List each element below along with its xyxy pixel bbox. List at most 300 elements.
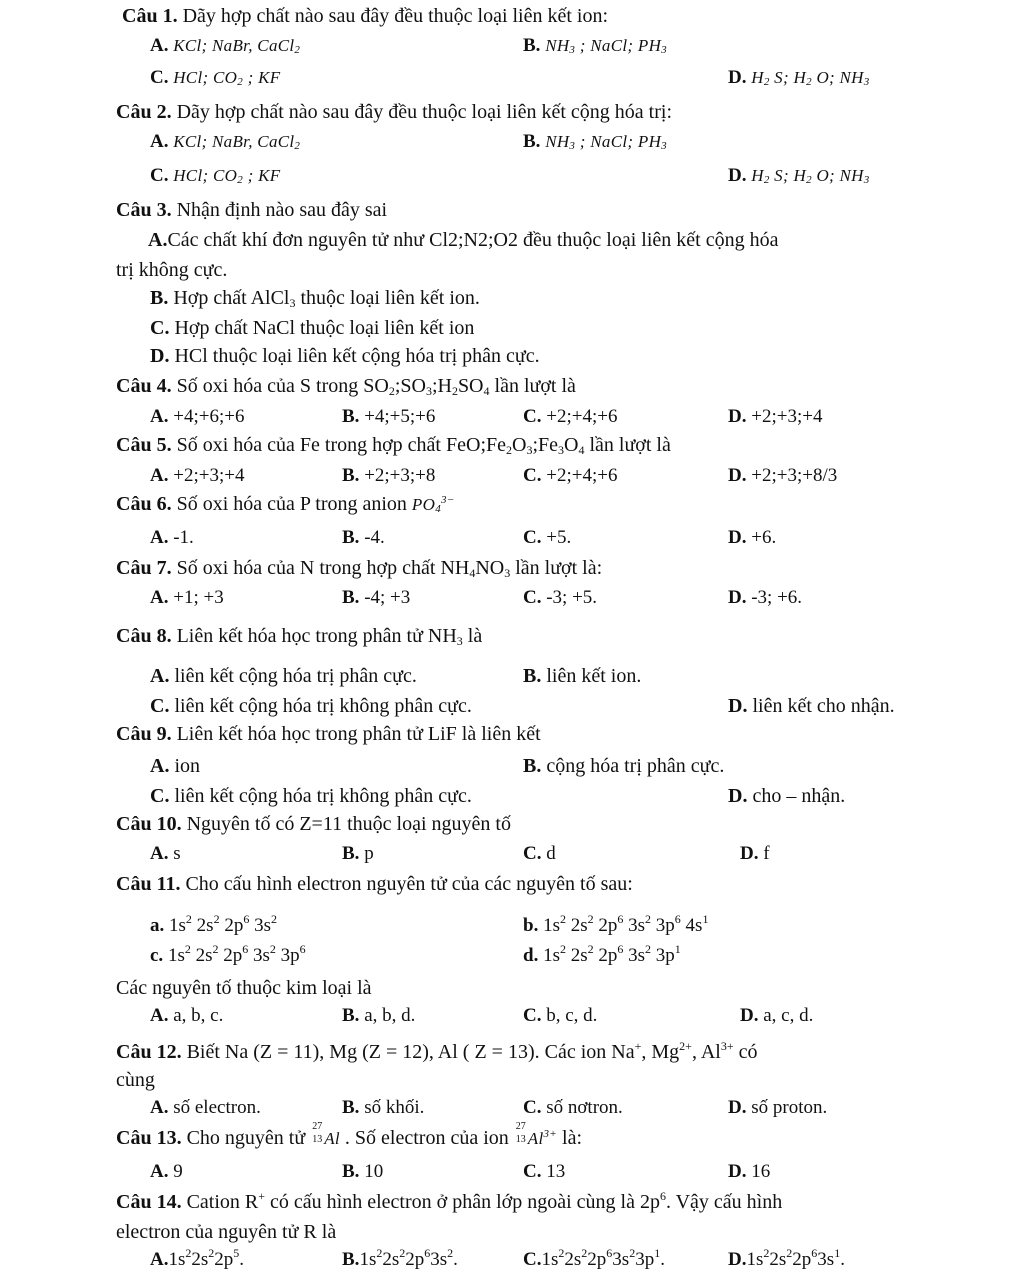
- option-3a-continued: trị không cực.: [116, 259, 228, 281]
- orbital: 1s: [359, 1249, 377, 1270]
- subscript: 3: [504, 566, 511, 580]
- orbital: 3p: [651, 945, 675, 966]
- option-14a[interactable]: [150, 1248, 244, 1272]
- question-text: Cho nguyên tử: [186, 1127, 311, 1149]
- mass-number: 27: [515, 1121, 526, 1132]
- option-key: C.: [150, 165, 169, 186]
- option-14d[interactable]: [728, 1248, 845, 1272]
- question-text: Nhận định nào sau đây sai: [176, 199, 388, 221]
- question-7: [116, 556, 602, 580]
- electron-count: 6: [243, 912, 250, 926]
- orbital: 2p: [405, 1249, 425, 1270]
- option-13a[interactable]: [150, 1160, 183, 1184]
- option-key: A.: [150, 406, 169, 427]
- electron-count: 2: [399, 1246, 406, 1260]
- option-key: A.: [150, 843, 169, 864]
- orbital: 3p: [635, 1249, 655, 1270]
- option-text: số nơtron.: [546, 1097, 623, 1118]
- option-text: liên kết cho nhận.: [752, 695, 895, 717]
- formula-part: FeO;Fe: [446, 434, 506, 456]
- subscript: 2: [763, 76, 770, 88]
- option-key: B.: [523, 755, 542, 777]
- orbital: .: [453, 1249, 458, 1270]
- orbital: 3s: [249, 915, 271, 936]
- option-text: liên kết cộng hóa trị không phân cực.: [174, 785, 472, 807]
- orbital: 3p: [651, 915, 675, 936]
- subscript: 3: [569, 44, 576, 56]
- option-text: +2;+3;+4: [173, 465, 245, 486]
- option-key: D.: [728, 587, 747, 608]
- config-key: b.: [523, 915, 539, 936]
- option-key: C.: [523, 1097, 542, 1118]
- option-formula: $H_2$ S; $H_2$ O; $NH_3$: [751, 166, 870, 186]
- question-text: Dãy hợp chất nào sau đây đều thuộc loại liên kết cộng hóa trị:: [176, 101, 673, 123]
- question-11: [116, 872, 633, 896]
- formula-part: O: [512, 434, 527, 456]
- option-7d[interactable]: [728, 586, 802, 610]
- option-6a[interactable]: [150, 526, 194, 550]
- subscript: 2: [806, 76, 812, 88]
- question-8: [116, 624, 482, 648]
- subscript: 2: [388, 384, 395, 398]
- subscript: 3: [425, 384, 432, 398]
- option-10d[interactable]: [740, 842, 770, 866]
- orbital: 2s: [565, 945, 588, 966]
- formula-part: O: [564, 434, 579, 456]
- question-label: Câu 1.: [122, 5, 178, 27]
- electron-count: 2: [376, 1246, 383, 1260]
- orbital: 1s: [543, 945, 560, 966]
- electron-count: 6: [424, 1246, 431, 1260]
- option-text: số khối.: [364, 1097, 425, 1118]
- option-1c[interactable]: [150, 66, 280, 90]
- option-text: b, c, d.: [546, 1005, 598, 1026]
- option-2c[interactable]: [150, 164, 280, 188]
- electron-count: 2: [629, 1246, 636, 1260]
- option-key: C.: [523, 527, 542, 548]
- option-text: ion: [174, 755, 201, 777]
- option-10c[interactable]: [523, 842, 556, 866]
- option-key: A.: [150, 465, 169, 486]
- orbital: 2s: [382, 1249, 400, 1270]
- option-9c[interactable]: [150, 784, 472, 808]
- option-key: D.: [728, 785, 748, 807]
- option-key: C.: [523, 843, 542, 864]
- orbital: 2p: [214, 1249, 234, 1270]
- question-13: [116, 1121, 583, 1151]
- subscript: 4: [435, 503, 441, 515]
- option-formula: [173, 132, 300, 151]
- option-formula: $NH_3$ ; NaCl; $PH_3$: [545, 36, 667, 56]
- option-4a[interactable]: [150, 405, 244, 429]
- option-3d[interactable]: [150, 344, 540, 368]
- formula-part: ;Fe: [532, 434, 559, 456]
- electron-count: 2: [786, 1246, 793, 1260]
- option-text: liên kết cộng hóa trị phân cực.: [174, 665, 417, 687]
- question-14-continued: electron của nguyên tử R là: [116, 1221, 337, 1243]
- electron-count: 6: [811, 1246, 818, 1260]
- option-key: B.: [342, 465, 360, 486]
- electron-count: 1: [654, 1246, 661, 1260]
- question-label: Câu 5.: [116, 434, 172, 456]
- orbital: 1s: [543, 915, 560, 936]
- orbital: 2p: [593, 945, 618, 966]
- option-8c[interactable]: [150, 694, 472, 718]
- question-text: lần lượt là: [584, 434, 671, 456]
- option-5d[interactable]: [728, 464, 837, 488]
- option-7b[interactable]: [342, 586, 410, 610]
- question-text: Dãy hợp chất nào sau đây đều thuộc loại liên kết ion:: [182, 5, 609, 27]
- option-key: C.: [150, 317, 170, 339]
- option-2b[interactable]: [523, 130, 667, 154]
- electron-count: 6: [617, 942, 624, 956]
- option-formula: HCl; $CO_2$ ; KF: [173, 68, 281, 88]
- option-key: D.: [728, 406, 747, 427]
- option-13d[interactable]: [728, 1160, 770, 1184]
- question-label: Câu 11.: [116, 873, 181, 895]
- option-6b[interactable]: [342, 526, 385, 550]
- subscript: 3: [456, 634, 463, 648]
- config-d: [523, 944, 681, 968]
- option-key: B.: [150, 287, 169, 309]
- electron-count: 2: [645, 942, 652, 956]
- subscript: 3: [526, 443, 533, 457]
- formula-text: KCl; NaBr, CaCl: [173, 36, 295, 55]
- option-12c[interactable]: [523, 1096, 623, 1120]
- question-12: [116, 1040, 758, 1064]
- option-11c[interactable]: [523, 1004, 597, 1028]
- option-key: A.: [150, 1161, 169, 1182]
- option-text: -3; +6.: [751, 587, 803, 608]
- option-key: C.: [523, 1161, 542, 1182]
- option-7c[interactable]: [523, 586, 597, 610]
- option-key: A.: [150, 1097, 169, 1118]
- anion-formula: [412, 495, 455, 514]
- option-key: C.: [523, 1249, 542, 1270]
- orbital: 1s: [169, 915, 186, 936]
- question-1: [122, 4, 608, 28]
- subscript: 4: [469, 566, 476, 580]
- option-key: B.: [342, 1249, 360, 1270]
- electron-count: 2: [559, 942, 566, 956]
- orbital: 2s: [190, 945, 213, 966]
- option-key: D.: [728, 695, 748, 717]
- option-text: thuộc loại liên kết ion.: [295, 287, 480, 309]
- formula-part: NO: [475, 557, 505, 579]
- electron-count: 2: [587, 942, 594, 956]
- option-key: B.: [523, 131, 541, 152]
- option-key: D.: [728, 527, 747, 548]
- option-5c[interactable]: [523, 464, 617, 488]
- question-label: Câu 7.: [116, 557, 172, 579]
- formula-text: KCl; NaBr, CaCl: [173, 132, 295, 151]
- option-11a[interactable]: [150, 1004, 223, 1028]
- config-key: d.: [523, 945, 539, 966]
- atomic-number: 13: [515, 1134, 526, 1145]
- option-key: A.: [150, 665, 170, 687]
- option-key: D.: [150, 345, 170, 367]
- formula-part: NH: [427, 625, 457, 647]
- question-label: Câu 14.: [116, 1191, 182, 1213]
- config-key: c.: [150, 945, 164, 966]
- superscript: 3+: [720, 1039, 734, 1053]
- orbital: 2s: [769, 1249, 787, 1270]
- option-10b[interactable]: [342, 842, 374, 866]
- option-formula: $H_2$ S; $H_2$ O; $NH_3$: [751, 68, 870, 88]
- orbital: 3s: [623, 945, 646, 966]
- option-key: A.: [150, 1005, 169, 1026]
- option-key: B.: [342, 843, 360, 864]
- option-5a[interactable]: [150, 464, 244, 488]
- option-13b[interactable]: [342, 1160, 383, 1184]
- option-3b[interactable]: [150, 286, 480, 310]
- electron-count: 2: [558, 1246, 565, 1260]
- element-symbol: Al: [324, 1129, 340, 1148]
- option-9b[interactable]: [523, 754, 724, 778]
- isotope-notation: [310, 1121, 324, 1146]
- electron-count: 2: [559, 912, 566, 926]
- option-13c[interactable]: [523, 1160, 565, 1184]
- orbital: .: [239, 1249, 245, 1270]
- electron-count: 1: [702, 912, 709, 926]
- question-text: Liên kết hóa học trong phân tử: [176, 625, 428, 647]
- orbital: 2s: [565, 915, 588, 936]
- option-key: A.: [150, 527, 169, 548]
- option-key: B.: [342, 527, 360, 548]
- option-9a[interactable]: [150, 754, 200, 778]
- electron-count: 6: [617, 912, 624, 926]
- option-key: D.: [728, 1249, 747, 1270]
- question-14: [116, 1190, 782, 1214]
- option-text: cho – nhận.: [752, 785, 846, 807]
- superscript: 3−: [441, 494, 455, 506]
- option-11b[interactable]: [342, 1004, 415, 1028]
- option-key: D.: [740, 843, 759, 864]
- option-8b[interactable]: [523, 664, 641, 688]
- question-text: . Vậy cấu hình: [665, 1191, 783, 1213]
- question-text: Số oxi hóa của P trong anion: [176, 493, 412, 515]
- electron-count: 6: [606, 1246, 613, 1260]
- isotope-notation: [514, 1121, 528, 1146]
- electron-count: 6: [242, 942, 249, 956]
- formula-part: SO: [363, 375, 389, 397]
- option-text: Hợp chất NaCl thuộc loại liên kết ion: [174, 317, 475, 339]
- orbital: 3s: [612, 1249, 630, 1270]
- option-7a[interactable]: [150, 586, 224, 610]
- question-text: là: [462, 625, 483, 647]
- option-key: D.: [728, 165, 747, 186]
- option-text: +5.: [546, 527, 572, 548]
- subscript: 3: [289, 296, 296, 310]
- orbital: 2p: [218, 945, 243, 966]
- question-4: [116, 374, 576, 398]
- question-10: [116, 812, 511, 836]
- option-formula: HCl; $CO_2$ ; KF: [173, 166, 281, 186]
- question-text: Liên kết hóa học trong phân tử LiF là liên kết: [176, 723, 541, 745]
- element-symbol: Al: [527, 1129, 544, 1148]
- ion-text: , Mg: [641, 1041, 680, 1063]
- option-key: B.: [523, 665, 542, 687]
- orbital: 2p: [792, 1249, 812, 1270]
- option-key: B.: [523, 35, 541, 56]
- question-11-subtext: Các nguyên tố thuộc kim loại là: [116, 977, 372, 999]
- orbital: 3s: [623, 915, 646, 936]
- electron-count: 1: [834, 1246, 841, 1260]
- question-text: lần lượt là: [489, 375, 576, 397]
- option-14b[interactable]: [342, 1248, 458, 1272]
- option-text: 9: [173, 1161, 183, 1182]
- orbital: .: [840, 1249, 845, 1270]
- electron-count: 2: [447, 1246, 454, 1260]
- option-3c[interactable]: [150, 316, 474, 340]
- option-6c[interactable]: [523, 526, 571, 550]
- option-2a[interactable]: [150, 130, 300, 154]
- option-12b[interactable]: [342, 1096, 424, 1120]
- subscript: 3: [661, 44, 667, 56]
- question-label: Câu 8.: [116, 625, 172, 647]
- question-text: lần lượt là:: [510, 557, 603, 579]
- config-b: [523, 914, 708, 938]
- option-5b[interactable]: [342, 464, 435, 488]
- option-1b[interactable]: [523, 34, 667, 58]
- subscript: 3: [661, 140, 667, 152]
- option-key: C.: [523, 406, 542, 427]
- subscript: 2: [237, 76, 244, 88]
- subscript: 4: [483, 384, 490, 398]
- superscript: +: [258, 1189, 266, 1203]
- option-4c[interactable]: [523, 405, 617, 429]
- option-key: D.: [728, 465, 747, 486]
- option-11d[interactable]: [740, 1004, 813, 1028]
- orbital: 2p: [593, 915, 618, 936]
- option-1d[interactable]: [728, 66, 870, 90]
- formula-part: PO: [411, 495, 436, 514]
- question-text: . Số electron của ion: [339, 1127, 514, 1149]
- atomic-number: 13: [312, 1134, 323, 1145]
- option-text: +2;+4;+6: [546, 406, 618, 427]
- formula-part: ;SO: [394, 375, 426, 397]
- option-text: +2;+3;+8/3: [751, 465, 838, 486]
- orbital: .: [660, 1249, 665, 1270]
- orbital: 2p: [219, 915, 244, 936]
- option-formula: [173, 36, 300, 55]
- subscript: 2: [451, 384, 458, 398]
- option-text: cộng hóa trị phân cực.: [546, 755, 725, 777]
- option-1a[interactable]: [150, 34, 300, 58]
- electron-count: 2: [581, 1246, 588, 1260]
- option-key: A.: [150, 755, 170, 777]
- orbital: 4s: [680, 915, 703, 936]
- option-text: +4;+5;+6: [364, 406, 436, 427]
- option-key: B.: [342, 1161, 360, 1182]
- option-text: a, b, c.: [173, 1005, 224, 1026]
- question-label: Câu 10.: [116, 813, 182, 835]
- question-5: [116, 433, 671, 457]
- option-text: d: [546, 843, 556, 864]
- electron-count: 2: [587, 912, 594, 926]
- option-key: B.: [342, 406, 360, 427]
- option-2d[interactable]: [728, 164, 870, 188]
- question-text: Số oxi hóa của N trong hợp chất: [176, 557, 441, 579]
- option-text: -1.: [173, 527, 194, 548]
- option-8a[interactable]: [150, 664, 417, 688]
- option-10a[interactable]: [150, 842, 181, 866]
- option-4d[interactable]: [728, 405, 822, 429]
- option-4b[interactable]: [342, 405, 435, 429]
- ion-formula: [528, 1129, 557, 1148]
- question-label: Câu 3.: [116, 199, 172, 221]
- electron-count: 2: [184, 942, 191, 956]
- electron-count: 2: [763, 1246, 770, 1260]
- question-text: là:: [557, 1127, 583, 1149]
- orbital: 2s: [191, 1249, 209, 1270]
- option-text: số proton.: [751, 1097, 828, 1118]
- option-text: +2;+3;+4: [751, 406, 823, 427]
- electron-count: 2: [645, 912, 652, 926]
- option-3a[interactable]: [148, 228, 778, 252]
- option-text: Hợp chất AlCl: [173, 287, 290, 309]
- option-text: -4; +3: [364, 587, 411, 608]
- subscript: 3: [863, 76, 870, 88]
- option-key: B.: [342, 1005, 360, 1026]
- option-14c[interactable]: [523, 1248, 665, 1272]
- option-text: -3; +5.: [546, 587, 598, 608]
- electron-count: 2: [185, 912, 192, 926]
- subscript: 2: [294, 44, 301, 56]
- subscript: 2: [806, 174, 812, 186]
- electron-count: 2: [213, 912, 220, 926]
- option-12d[interactable]: [728, 1096, 827, 1120]
- option-key: B.: [342, 1097, 360, 1118]
- question-label: Câu 13.: [116, 1127, 182, 1149]
- option-key: B.: [342, 587, 360, 608]
- question-text: Cation R: [186, 1191, 259, 1213]
- electron-count: 2: [208, 1246, 215, 1260]
- option-8d[interactable]: [728, 694, 895, 718]
- option-key: D.: [728, 67, 747, 88]
- option-key: A.: [148, 229, 168, 251]
- subscript: 3: [863, 174, 870, 186]
- mass-number: 27: [312, 1121, 323, 1132]
- question-label: Câu 6.: [116, 493, 172, 515]
- orbital: 2s: [564, 1249, 582, 1270]
- option-6d[interactable]: [728, 526, 776, 550]
- option-text: p: [364, 843, 374, 864]
- subscript: 4: [578, 443, 585, 457]
- option-9d[interactable]: [728, 784, 845, 808]
- orbital: 3s: [817, 1249, 835, 1270]
- option-key: D.: [728, 1161, 747, 1182]
- option-key: D.: [728, 1097, 747, 1118]
- option-key: A.: [150, 131, 169, 152]
- formula-part: SO: [457, 375, 484, 397]
- formula-part: ;H: [431, 375, 452, 397]
- question-6: [116, 492, 455, 517]
- electron-count: 2: [269, 942, 276, 956]
- option-key: A.: [150, 587, 169, 608]
- option-12a[interactable]: [150, 1096, 261, 1120]
- question-text: Biết Na (Z = 11), Mg (Z = 12), Al ( Z = 13). Các ion Na: [186, 1041, 635, 1063]
- option-text: 16: [751, 1161, 771, 1182]
- option-text: +2;+4;+6: [546, 465, 618, 486]
- ion-text: , Al: [691, 1041, 721, 1063]
- option-text: 10: [364, 1161, 384, 1182]
- option-text: -4.: [364, 527, 385, 548]
- config-c: [150, 944, 306, 968]
- option-key: C.: [150, 67, 169, 88]
- question-9: [116, 722, 541, 746]
- ion-text: có: [733, 1041, 758, 1063]
